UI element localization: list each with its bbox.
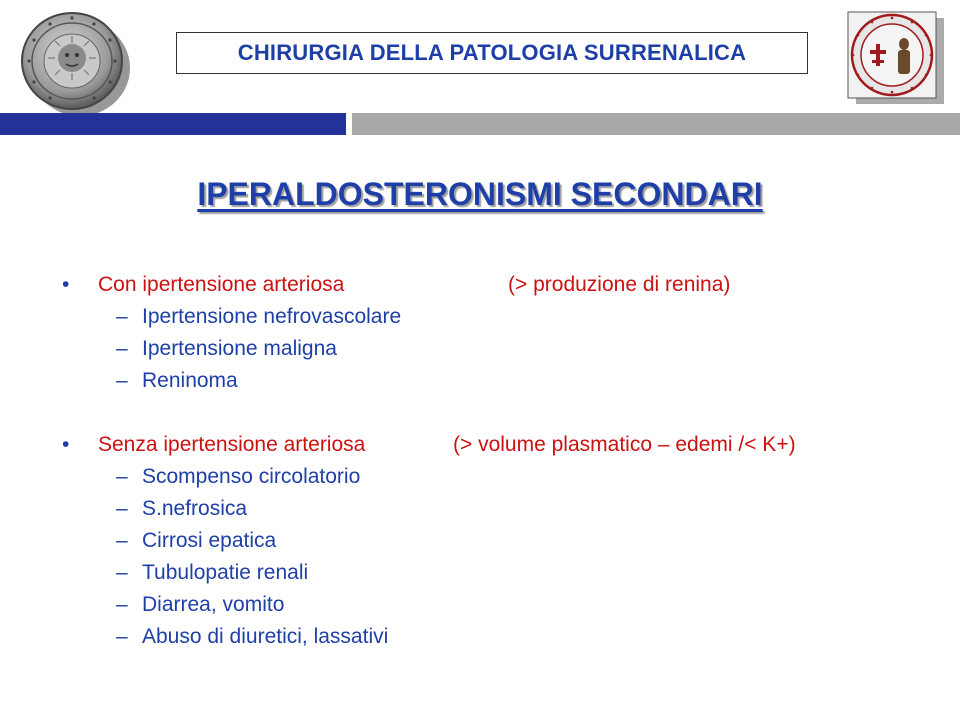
slide-title: IPERALDOSTERONISMI SECONDARI	[197, 176, 763, 212]
section-note: (> volume plasmatico – edemi /< K+)	[453, 433, 796, 456]
section-label: Con ipertensione arteriosa	[98, 273, 345, 296]
university-seal-logo	[14, 8, 134, 118]
bullet-marker: •	[62, 433, 70, 456]
dash-marker: –	[116, 305, 128, 328]
list-item: Ipertensione maligna	[142, 337, 337, 360]
header-bar-blue	[0, 113, 346, 135]
list-item: S.nefrosica	[142, 497, 248, 520]
dash-marker: –	[116, 337, 128, 360]
dash-marker: –	[116, 529, 128, 552]
dash-marker: –	[116, 497, 128, 520]
list-item: Reninoma	[142, 369, 238, 392]
section-note: (> produzione di renina)	[508, 273, 731, 296]
list-item: Ipertensione nefrovascolare	[142, 305, 402, 328]
dash-marker: –	[116, 561, 128, 584]
dash-marker: –	[116, 593, 128, 616]
header-title: CHIRURGIA DELLA PATOLOGIA SURRENALICA	[176, 32, 808, 74]
hospital-seal-logo	[846, 10, 946, 106]
list-item: Diarrea, vomito	[142, 593, 285, 616]
section-label: Senza ipertensione arteriosa	[98, 433, 366, 456]
list-item: Tubulopatie renali	[142, 561, 309, 584]
list-item: Scompenso circolatorio	[142, 465, 361, 488]
list-item: Cirrosi epatica	[142, 529, 277, 552]
list-item: Abuso di diuretici, lassativi	[142, 625, 389, 648]
dash-marker: –	[116, 465, 128, 488]
bullet-marker: •	[62, 273, 70, 296]
dash-marker: –	[116, 625, 128, 648]
header-bar-gray	[352, 113, 960, 135]
dash-marker: –	[116, 369, 128, 392]
